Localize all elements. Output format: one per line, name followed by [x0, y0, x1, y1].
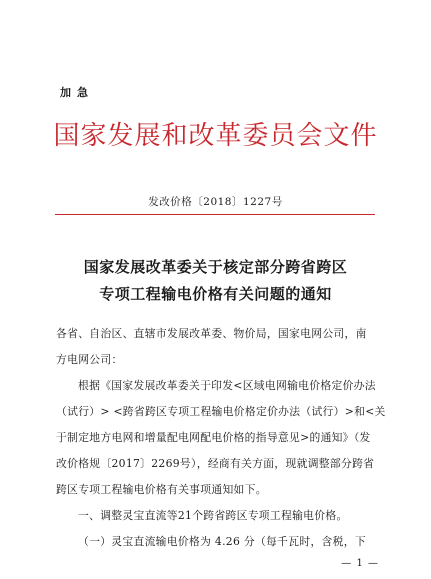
- red-divider: [55, 214, 375, 215]
- body-line: 改价格规〔2017〕2269号），经商有关方面，现就调整部分跨省: [56, 457, 375, 470]
- body-line: 一、调整灵宝直流等21个跨省跨区专项工程输电价格。: [78, 509, 348, 522]
- body-line: 各省、自治区、直辖市发展改革委、物价局，国家电网公司，南: [56, 327, 367, 340]
- body-line: 方电网公司：: [56, 353, 123, 366]
- body-line: 于制定地方电网和增量配电网配电价格的指导意见>的通知》（发: [56, 431, 371, 444]
- body-line: 根据《国家发展改革委关于印发<区域电网输电价格定价办法: [78, 379, 376, 392]
- body-line: （一）灵宝直流输电价格为 4.26 分（每千瓦时，含税，下: [78, 535, 366, 548]
- document-number: 发改价格〔2018〕1227号: [148, 196, 283, 208]
- issuer-header: 国家发展和改革委员会文件: [53, 121, 378, 151]
- document-title-line-2: 专项工程输电价格有关问题的通知: [99, 285, 332, 303]
- body-line: 跨区专项工程输电价格有关事项通知如下。: [56, 483, 267, 496]
- body-line: （试行）> <跨省跨区专项工程输电价格定价办法（试行）>和<关: [56, 405, 386, 418]
- page-number: — 1 —: [341, 558, 379, 569]
- urgency-label: 加急: [60, 86, 94, 99]
- document-title-line-1: 国家发展改革委关于核定部分跨省跨区: [83, 258, 348, 276]
